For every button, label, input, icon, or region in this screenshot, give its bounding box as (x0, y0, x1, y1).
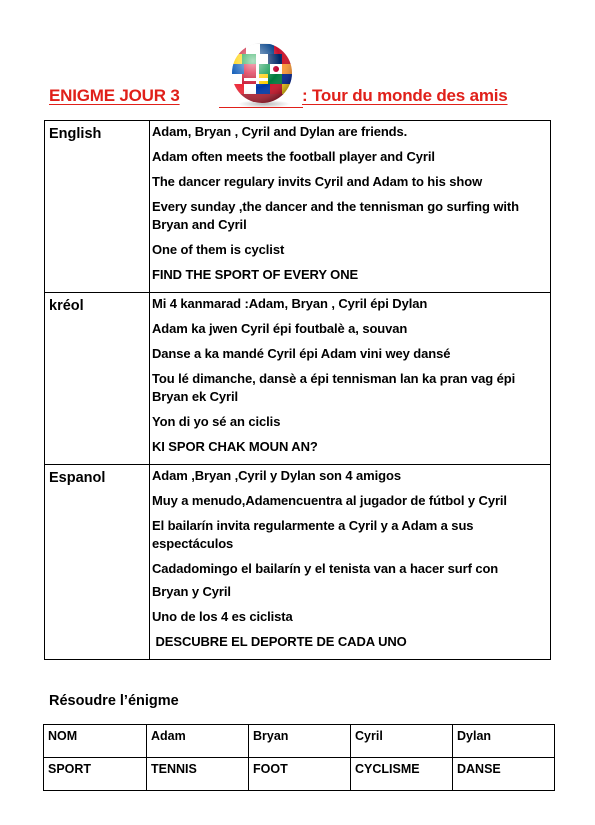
riddle-text (150, 293, 551, 465)
riddle-line: Uno de los 4 es ciclista (152, 609, 293, 624)
riddle-line: Mi 4 kanmarad :Adam, Bryan , Cyril épi Dylan (152, 296, 428, 311)
answer-cell: FOOT (249, 758, 351, 791)
answer-cell: Cyril (351, 725, 453, 758)
answer-cell: Dylan (453, 725, 555, 758)
language-label: kréol (45, 293, 150, 465)
answer-cell: DANSE (453, 758, 555, 791)
riddle-line: Bryan y Cyril (152, 584, 231, 599)
riddle-table (44, 120, 551, 660)
answer-cell: SPORT (44, 758, 147, 791)
header (49, 40, 544, 112)
answer-cell: NOM (44, 725, 147, 758)
riddle-line: The dancer regulary invits Cyril and Adam to his show (152, 174, 483, 189)
riddle-line: Muy a menudo,Adamencuentra al jugador de fútbol y Cyril (152, 493, 507, 508)
riddle-line: Tou lé dimanche, dansè a épi tennisman lan ka pran vag épi Bryan ek Cyril (152, 371, 516, 404)
answer-table (43, 724, 555, 791)
answer-row-sports (44, 758, 555, 791)
language-label: Espanol (45, 465, 150, 660)
answer-cell: Bryan (249, 725, 351, 758)
section-kreol (45, 293, 551, 465)
riddle-line: Danse a ka mandé Cyril épi Adam vini wey dansé (152, 346, 451, 361)
riddle-line: Every sunday ,the dancer and the tennisman go surfing with Bryan and Cyril (152, 199, 519, 232)
riddle-line: Adam, Bryan , Cyril and Dylan are friends. (152, 124, 408, 139)
riddle-line: El bailarín invita regularmente a Cyril y a Adam a sus espectáculos (152, 518, 474, 551)
riddle-line: Cadadomingo el bailarín y el tenista van a hacer surf con (152, 561, 499, 576)
riddle-text (150, 121, 551, 293)
answer-cell: Adam (147, 725, 249, 758)
riddle-text (150, 465, 551, 660)
solve-title: Résoudre l’énigme (49, 693, 179, 709)
riddle-line: FIND THE SPORT OF EVERY ONE (152, 267, 359, 282)
answer-cell: CYCLISME (351, 758, 453, 791)
riddle-line: One of them is cyclist (152, 242, 285, 257)
riddle-line: Yon di yo sé an ciclis (152, 414, 281, 429)
section-english (45, 121, 551, 293)
riddle-line: KI SPOR CHAK MOUN AN? (152, 439, 318, 454)
riddle-line: DESCUBRE EL DEPORTE DE CADA UNO (152, 634, 407, 649)
riddle-line: Adam ka jwen Cyril épi foutbalè a, souvan (152, 321, 408, 336)
riddle-line: Adam ,Bryan ,Cyril y Dylan son 4 amigos (152, 468, 401, 483)
riddle-line: Adam often meets the football player and Cyril (152, 149, 435, 164)
answer-cell: TENNIS (147, 758, 249, 791)
language-label: English (45, 121, 150, 293)
globe-flags-icon (227, 42, 297, 108)
answer-row-names (44, 725, 555, 758)
title-left: ENIGME JOUR 3 (49, 86, 180, 105)
title-right: : Tour du monde des amis (302, 86, 508, 105)
section-espanol (45, 465, 551, 660)
